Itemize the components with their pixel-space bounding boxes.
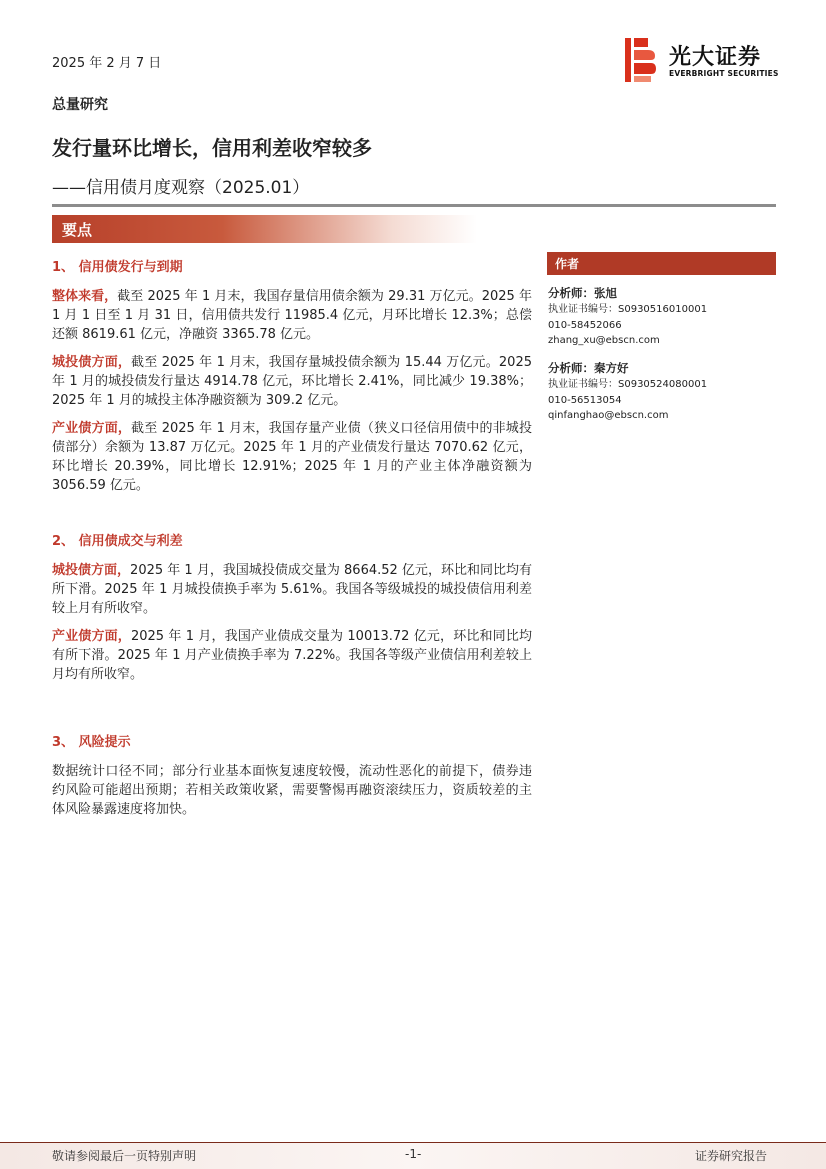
section-heading-issuance: 1、 信用债发行与到期	[52, 260, 183, 275]
paragraph-text: 截至 2025 年 1 月末，我国存量城投债余额为 15.44 万亿元。2025 年 1 月的城投债发行量达 4914.78 亿元，环比增长 2.41%，同比减少 19.38%；2025 年 1 月的城投主体净融资额为 309.2 亿元。	[52, 355, 532, 408]
analyst-phone: 010-56513054	[548, 394, 622, 406]
authors-banner	[547, 252, 776, 275]
report-subtitle: ——信用债月度观察（2025.01）	[52, 178, 310, 198]
footer-report-type: 证券研究报告	[695, 1149, 768, 1163]
paragraph-text: 截至 2025 年 1 月末，我国存量产业债（狭义口径信用债中的非城投债部分）余额为 13.87 万亿元。2025 年 1 月的产业债发行量达 7070.62 亿元，环比增长 20.39%，同比增长 12.91%；2025 年 1 月的产业主体净融资额为 3056.59 亿元。	[52, 421, 532, 493]
report-date: 2025 年 2 月 7 日	[52, 56, 162, 71]
analyst-phone: 010-58452066	[548, 319, 622, 331]
analyst-name: 分析师：张旭	[548, 286, 617, 300]
paragraph-industrial	[52, 419, 532, 495]
logo-text-cn: 光大证券	[669, 45, 762, 70]
analyst-license: 执业证书编号：S0930516010001	[548, 304, 708, 315]
analyst-email: qinfanghao@ebscn.com	[548, 410, 669, 421]
paragraph-text: 2025 年 1 月，我国城投债成交量为 8664.52 亿元，环比和同比均有所下滑。2025 年 1 月城投债换手率为 5.61%。我国各等级城投的城投债信用利差较上月有所收窄。	[52, 563, 532, 616]
paragraph-lead: 产业债方面，	[52, 629, 131, 644]
paragraph-risk	[52, 762, 532, 819]
footer-disclaimer: 敬请参阅最后一页特别声明	[52, 1149, 197, 1163]
paragraph-lead: 整体来看，	[52, 289, 118, 304]
paragraph-chengtou-trading	[52, 561, 532, 618]
analyst-license: 执业证书编号：S0930524080001	[548, 379, 708, 390]
section-heading-risk: 3、 风险提示	[52, 735, 131, 750]
keypoints-banner	[52, 215, 477, 243]
everbright-logo-icon	[625, 38, 657, 82]
paragraph-chengtou	[52, 353, 532, 410]
paragraph-text: 2025 年 1 月，我国产业债成交量为 10013.72 亿元，环比和同比均有所下滑。2025 年 1 月产业债换手率为 7.22%。我国各等级产业债信用利差较上月均有所收窄。	[52, 629, 532, 682]
logo-text-en: EVERBRIGHT SECURITIES	[669, 69, 779, 78]
title-divider	[52, 204, 776, 207]
main-content	[52, 258, 532, 828]
keypoints-label: 要点	[62, 221, 93, 239]
paragraph-text: 数据统计口径不同；部分行业基本面恢复速度较慢，流动性恶化的前提下，债券违约风险可能超出预期；若相关政策收紧，需要警惕再融资滚续压力，资质较差的主体风险暴露速度将加快。	[52, 764, 532, 817]
section-heading-trading: 2、 信用债成交与利差	[52, 534, 183, 549]
paragraph-overall	[52, 287, 532, 344]
paragraph-text: 截至 2025 年 1 月末，我国存量信用债余额为 29.31 万亿元。2025 年 1 月 1 日至 1 月 31 日，信用债共发行 11985.4 亿元，月环比增长 12.3%；总偿还额 8619.61 亿元，净融资 3365.78 亿元。	[52, 289, 532, 342]
page-number: -1-	[405, 1147, 422, 1161]
report-title: 发行量环比增长，信用利差收窄较多	[52, 136, 372, 160]
analyst-name: 分析师：秦方好	[548, 361, 629, 375]
analyst-email: zhang_xu@ebscn.com	[548, 335, 660, 346]
analyst-card	[548, 359, 707, 424]
paragraph-lead: 城投债方面，	[52, 355, 132, 370]
paragraph-lead: 产业债方面，	[52, 421, 132, 436]
paragraph-lead: 城投债方面，	[52, 563, 131, 578]
report-category: 总量研究	[52, 97, 108, 113]
authors-label: 作者	[555, 257, 580, 271]
analyst-card	[548, 284, 707, 349]
company-logo	[625, 38, 779, 82]
paragraph-industrial-trading	[52, 627, 532, 684]
